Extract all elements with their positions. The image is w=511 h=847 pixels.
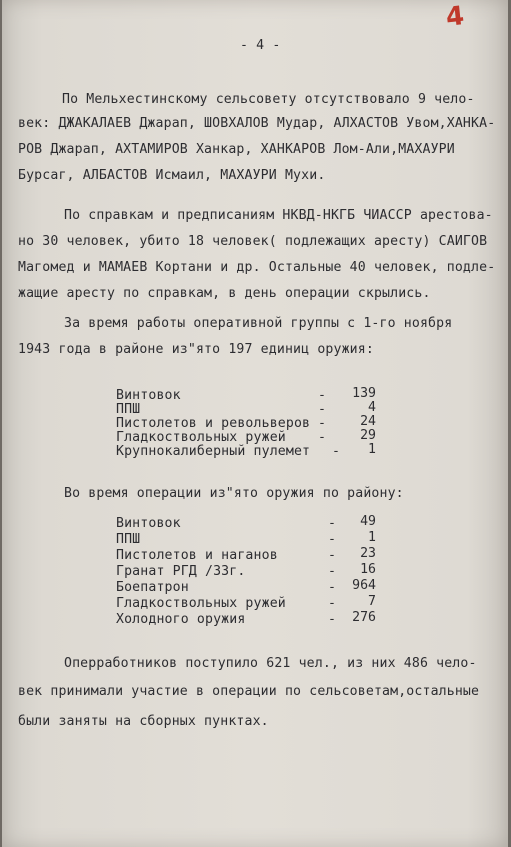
list-item-value: 964 — [352, 578, 376, 593]
list-dash: - — [318, 430, 326, 445]
handwritten-page-annotation: 4 — [444, 1, 466, 33]
list-item-value: 1 — [368, 442, 376, 457]
para3-line: За время работы оперативной группы с 1-го ноября — [64, 316, 453, 331]
para3-line: 1943 года в районе из"ято 197 единиц оружия: — [18, 342, 374, 357]
para5-line: век принимали участие в операции по сельсоветам,остальные — [18, 684, 480, 699]
list-item-label: Холодного оружия — [116, 612, 246, 627]
list-dash: - — [318, 402, 326, 417]
list-item-value: 49 — [360, 514, 376, 529]
para5-line: Оперработников поступило 621 чел., из них 486 чело- — [64, 656, 477, 671]
page-number: - 4 - — [240, 38, 281, 53]
list-item-value: 1 — [368, 530, 376, 545]
list-dash: - — [328, 596, 336, 611]
list-item-label: Гранат РГД /33г. — [116, 564, 246, 579]
para1-line: век: ДЖАКАЛАЕВ Джарап, ШОВХАЛОВ Мудар, АЛХАСТОВ Увом,ХАНКА- — [18, 116, 496, 131]
list-dash: - — [328, 580, 336, 595]
list-item-label: Боепатрон — [116, 580, 189, 595]
para2-line: но 30 человек, убито 18 человек( подлежащих аресту) САИГОВ — [18, 234, 488, 249]
list-dash: - — [328, 548, 336, 563]
list-item-value: 16 — [360, 562, 376, 577]
list-item-value: 7 — [368, 594, 376, 609]
para2-line: По справкам и предписаниям НКВД-НКГБ ЧИАССР арестова- — [64, 208, 493, 223]
list-item-value: 24 — [360, 414, 376, 429]
list-dash: - — [328, 612, 336, 627]
list-item-value: 139 — [352, 386, 376, 401]
para2-line: жащие аресту по справкам, в день операции скрылись. — [18, 286, 431, 301]
list-item-label: ППШ — [116, 402, 141, 417]
para1-line: Бурсаг, АЛБАСТОВ Исмаил, МАХАУРИ Мухи. — [18, 168, 326, 183]
list-dash: - — [332, 444, 340, 459]
list-item-label: Крупнокалиберный пулемет — [116, 444, 311, 459]
list-item-value: 23 — [360, 546, 376, 561]
para2-line: Магомед и МАМАЕВ Кортани и др. Остальные 40 человек, подле- — [18, 260, 496, 275]
list-item-label: Гладкоствольных ружей — [116, 596, 286, 611]
list-item-label: Пистолетов и наганов — [116, 548, 278, 563]
para5-line: были заняты на сборных пунктах. — [18, 714, 269, 729]
list-item-value: 276 — [352, 610, 376, 625]
list-item-value: 29 — [360, 428, 376, 443]
list-dash: - — [328, 516, 336, 531]
list-item-label: Гладкоствольных ружей — [116, 430, 286, 445]
list-item-label: Винтовок — [116, 388, 181, 403]
para4-line: Во время операции из"ято оружия по району: — [64, 486, 404, 501]
list-item-label: Пистолетов и револьверов — [116, 416, 311, 431]
list-dash: - — [318, 416, 326, 431]
para1-line: По Мельхестинскому сельсовету отсутствовало 9 чело- — [62, 92, 475, 107]
list-dash: - — [328, 564, 336, 579]
document-page — [2, 0, 508, 847]
list-item-label: ППШ — [116, 532, 141, 547]
list-dash: - — [328, 532, 336, 547]
list-item-label: Винтовок — [116, 516, 181, 531]
para1-line: РОВ Джарап, АХТАМИРОВ Ханкар, ХАНКАРОВ Лом-Али,МАХАУРИ — [18, 142, 455, 157]
list-item-value: 4 — [368, 400, 376, 415]
list-dash: - — [318, 388, 326, 403]
